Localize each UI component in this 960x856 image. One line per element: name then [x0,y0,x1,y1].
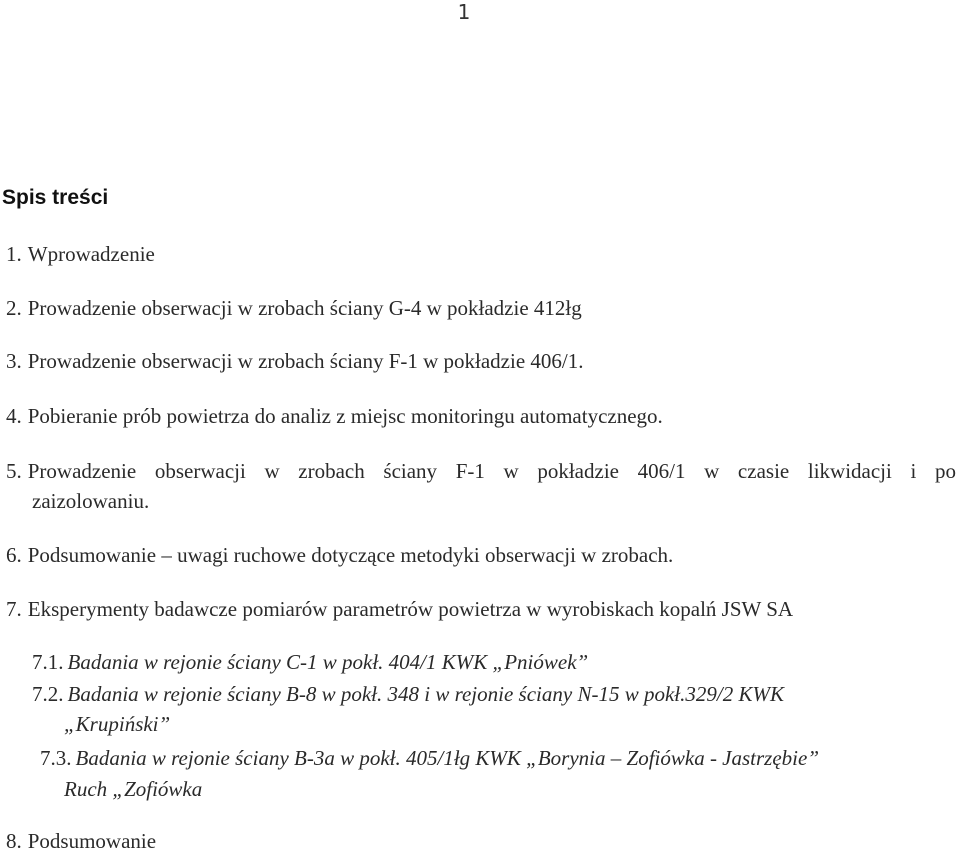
toc-subitem-text: Badania w rejonie ściany B-8 w pokł. 348 i w rejonie ściany N-15 w pokł.329/2 KWK [67,682,784,706]
toc-item-text: Prowadzenie obserwacji w zrobach ściany F-1 w pokładzie 406/1. [27,349,584,373]
toc-item-7 [6,594,793,624]
toc-item-number: 2. [6,296,22,320]
toc-subitem-text: Badania w rejonie ściany B-3a w pokł. 405/1łg KWK „Borynia – Zofiówka - Jastrzębie” [75,746,820,770]
page-number: 1 [457,0,471,24]
toc-item-number: 1. [6,242,22,266]
toc-item-text: Podsumowanie [27,829,157,853]
toc-subitem-number: 7.1. [32,650,64,674]
toc-item-number: 6. [6,543,22,567]
toc-item-text: Pobieranie prób powietrza do analiz z miejsc monitoringu automatycznego. [27,404,663,428]
toc-item-number: 4. [6,404,22,428]
toc-item-1 [6,239,155,269]
toc-item-5 [6,456,956,486]
toc-item-number: 7. [6,597,22,621]
toc-subitem-number: 7.3. [40,746,72,770]
toc-item-number: 5. [6,459,22,483]
toc-subitem-7-3 [40,744,819,772]
toc-item-text: Podsumowanie – uwagi ruchowe dotyczące metodyki obserwacji w zrobach. [27,543,674,567]
toc-subitem-7-1 [32,648,588,676]
toc-item-8 [6,826,156,856]
toc-item-3 [6,346,584,376]
toc-subitem-number: 7.2. [32,682,64,706]
toc-item-number: 3. [6,349,22,373]
toc-item-6 [6,540,673,570]
toc-item-4 [6,401,663,431]
toc-item-text: Eksperymenty badawcze pomiarów parametrów powietrza w wyrobiskach kopalń JSW SA [27,597,794,621]
toc-item-5-continuation: zaizolowaniu. [32,489,150,513]
toc-item-2 [6,293,582,323]
toc-title: Spis treści [2,186,109,209]
toc-subitem-7-2 [32,680,784,708]
toc-item-text: Prowadzenie obserwacji w zrobach ściany G-4 w pokładzie 412łg [27,296,582,320]
toc-item-number: 8. [6,829,22,853]
toc-item-text: Wprowadzenie [27,242,155,266]
toc-subitem-7-3-continuation: Ruch „Zofiówka [64,777,203,801]
toc-subitem-7-2-continuation: „Krupiński” [64,712,171,736]
toc-subitem-text: Badania w rejonie ściany C-1 w pokł. 404/1 KWK „Pniówek” [67,650,589,674]
toc-item-text: Prowadzenie obserwacji w zrobach ściany F-1 w pokładzie 406/1 w czasie likwidacji i po [27,459,956,483]
